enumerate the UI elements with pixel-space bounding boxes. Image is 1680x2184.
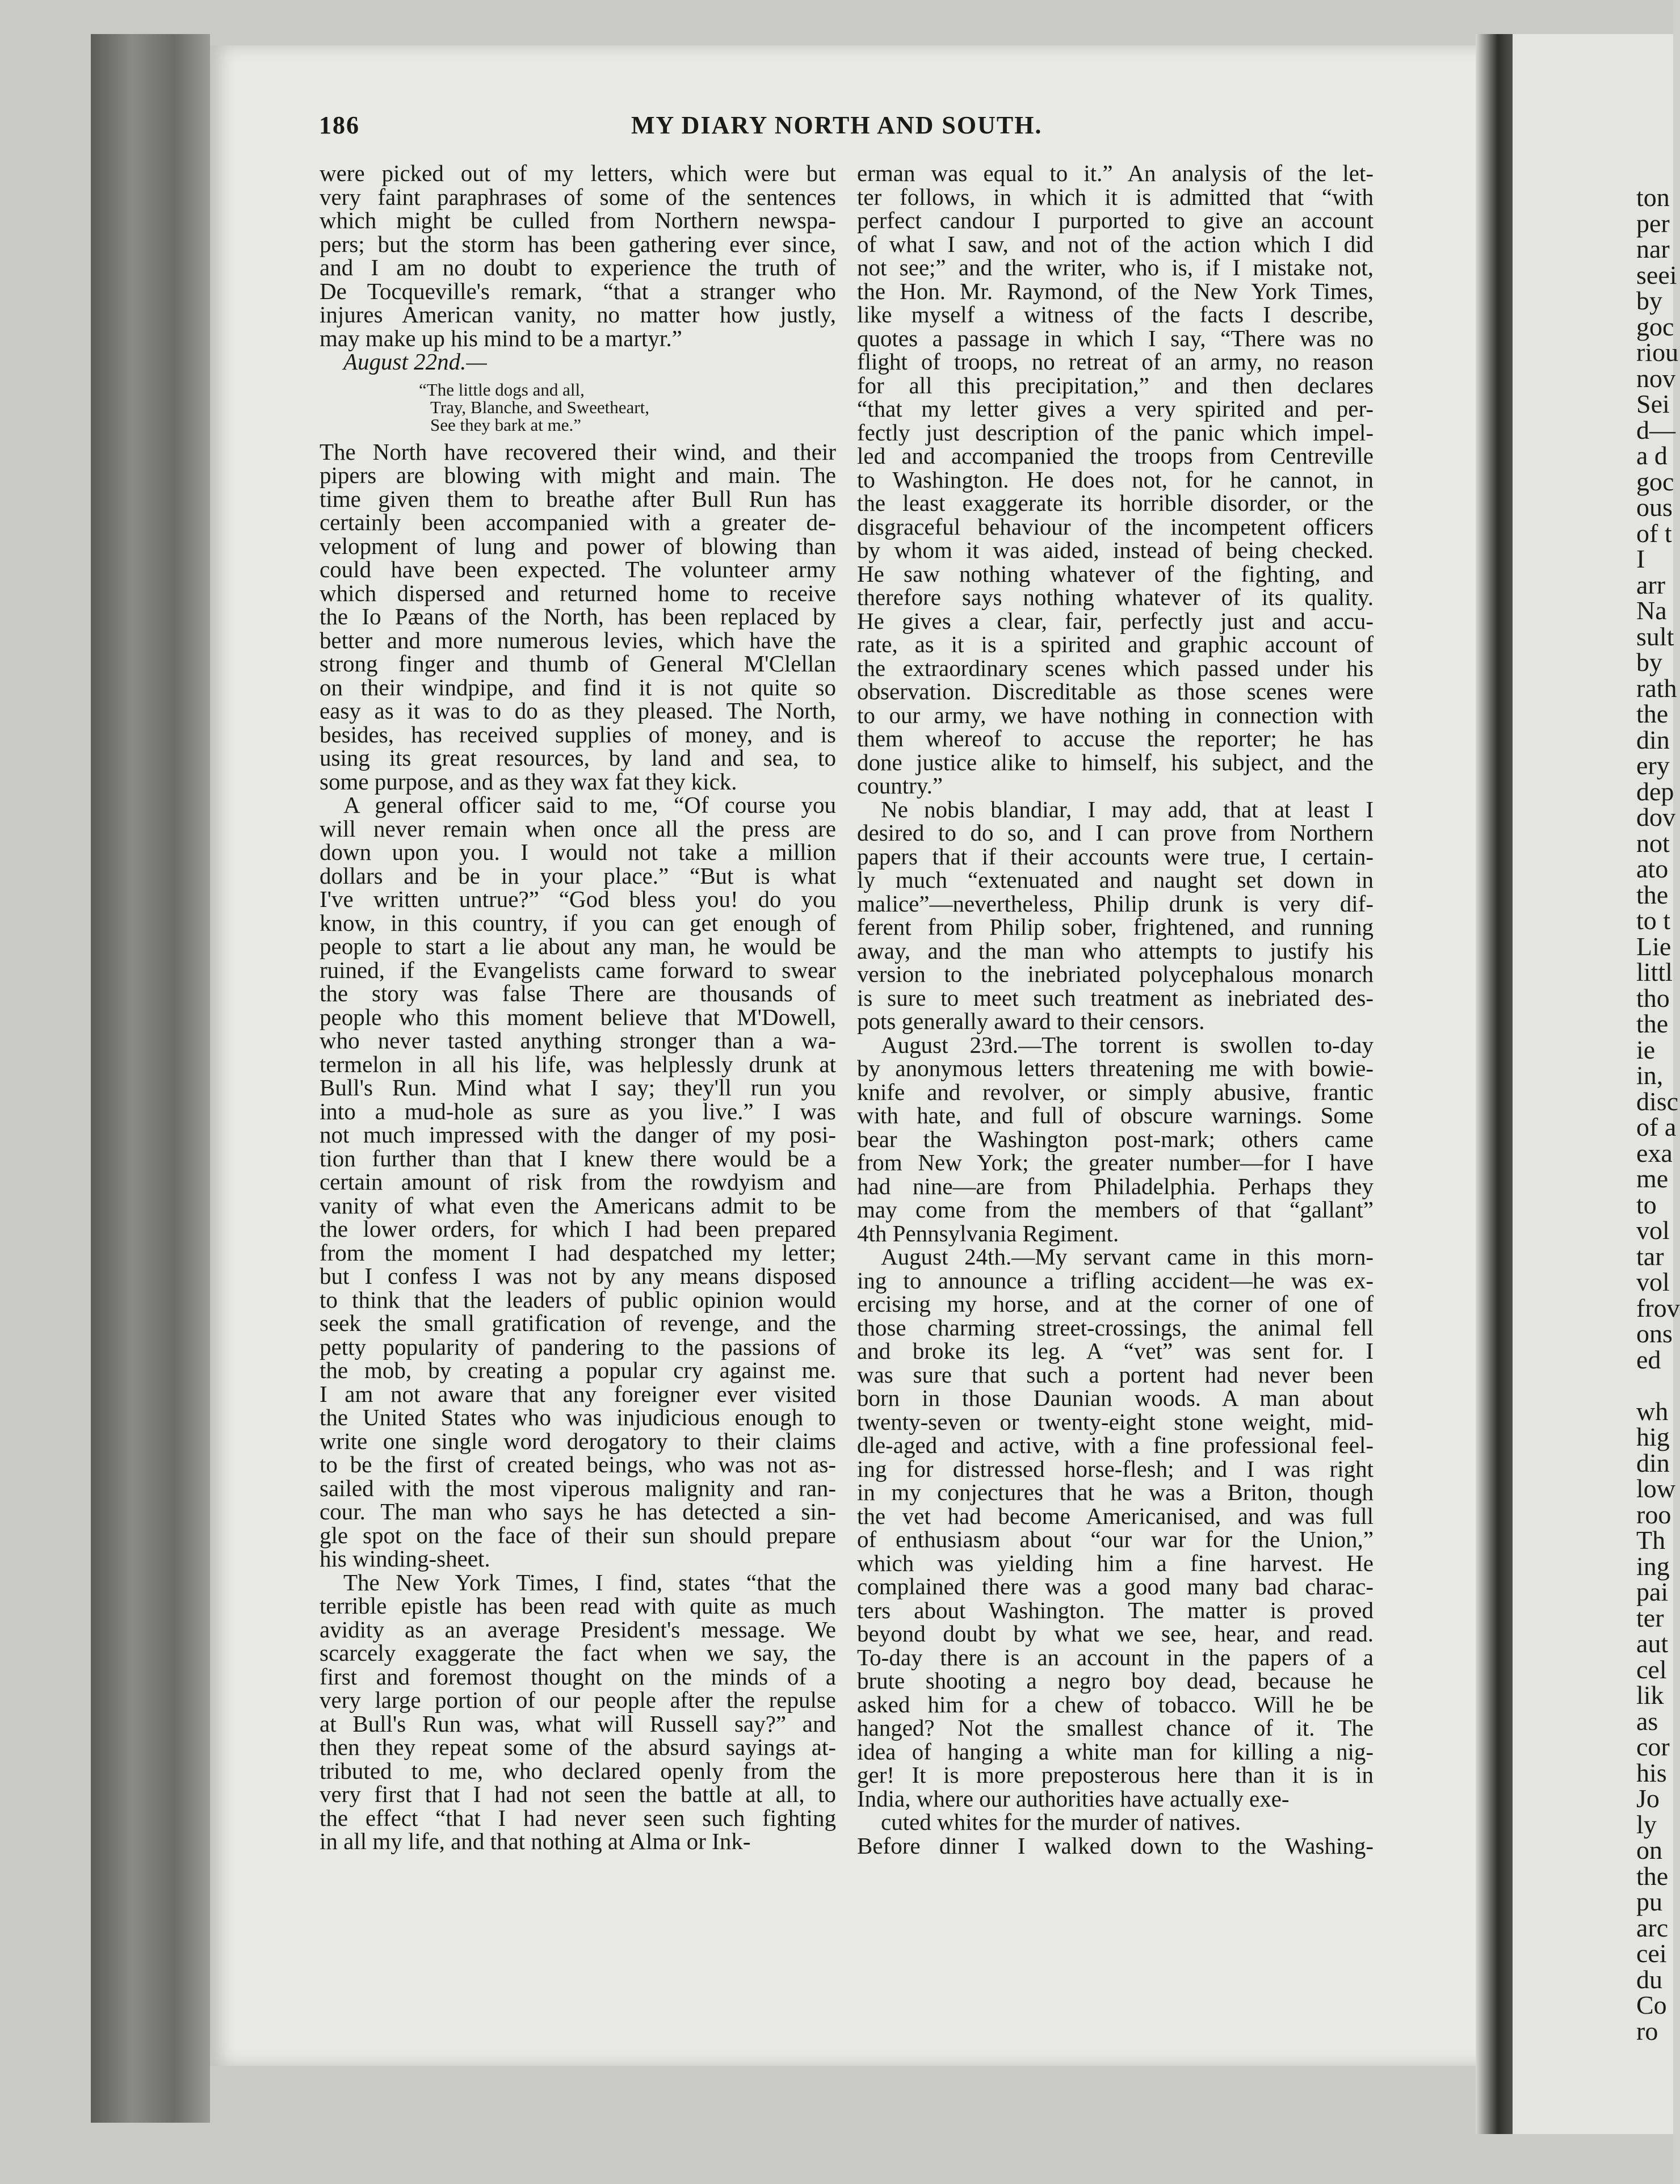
text-line: those charming street-crossings, the animal fell xyxy=(857,1314,1374,1341)
facing-page-fragment: nar xyxy=(1636,234,1670,263)
facing-page-fragment: not xyxy=(1636,828,1670,858)
text-line: to our army, we have nothing in connection with xyxy=(857,702,1374,728)
facing-page-fragment: roo xyxy=(1636,1500,1671,1529)
facing-page-fragment: tho xyxy=(1636,983,1670,1013)
text-line: were picked out of my letters, which were but xyxy=(320,160,836,186)
text-line: He saw nothing whatever of the fighting, and xyxy=(857,560,1374,587)
facing-page-fragment: me xyxy=(1636,1164,1669,1193)
facing-page-fragment: ato xyxy=(1636,854,1669,883)
text-line: cour. The man who says he has detected a sin- xyxy=(320,1498,836,1524)
text-line: desired to do so, and I can prove from Northern xyxy=(857,820,1374,846)
text-line: certainly been accompanied with a greater de- xyxy=(320,509,836,535)
facing-page-fragment: aut xyxy=(1636,1629,1669,1658)
text-line: born in those Daunian woods. A man about xyxy=(857,1385,1374,1411)
text-line: time given them to breathe after Bull Run has xyxy=(320,485,836,512)
facing-page-fragment: pai xyxy=(1636,1577,1669,1606)
facing-page-fragment: cel xyxy=(1636,1654,1667,1684)
text-line: A general officer said to me, “Of course you xyxy=(343,792,836,818)
text-line: Bull's Run. Mind what I say; they'll run you xyxy=(320,1074,836,1101)
text-line: ferent from Philip sober, frightened, and running xyxy=(857,914,1374,940)
text-line: country.” xyxy=(857,772,943,799)
text-line: ruined, if the Evangelists came forward to swear xyxy=(320,956,836,983)
text-line: To-day there is an account in the papers of a xyxy=(857,1644,1374,1670)
facing-page-fragment: du xyxy=(1636,1964,1662,1994)
text-line: injures American vanity, no matter how justly, xyxy=(320,301,836,327)
text-line: erman was equal to it.” An analysis of the let- xyxy=(857,160,1374,186)
facing-page-fragment: pu xyxy=(1636,1887,1662,1916)
text-line: the Io Pæans of the North, has been replaced by xyxy=(320,603,836,629)
text-line: flight of troops, no retreat of an army, no reason xyxy=(857,348,1374,375)
facing-page-fragment: exa xyxy=(1636,1138,1673,1167)
left-column-opening-paragraph xyxy=(320,162,836,350)
text-line: better and more numerous levies, which have the xyxy=(320,627,836,653)
text-line: brute shooting a negro boy dead, because he xyxy=(857,1668,1374,1694)
text-line: write one single word derogatory to their claims xyxy=(320,1427,836,1454)
facing-page-fragment: ing xyxy=(1636,1551,1670,1581)
text-line: by whom it was aided, instead of being checked. xyxy=(857,537,1374,563)
facing-page-fragment: as xyxy=(1636,1706,1658,1736)
text-line: the lower orders, for which I had been prepared xyxy=(320,1216,836,1242)
text-line: not see;” and the writer, who is, if I mistake not, xyxy=(857,254,1374,280)
text-line: ing for distressed horse-flesh; and I was right xyxy=(857,1455,1374,1482)
text-line: had nine—are from Philadelphia. Perhaps they xyxy=(857,1173,1374,1199)
facing-page-fragment: Jo xyxy=(1636,1784,1660,1813)
text-line: could have been expected. The volunteer army xyxy=(320,556,836,582)
text-line: besides, has received supplies of money, and is xyxy=(320,721,836,747)
facing-page-fragment: to t xyxy=(1636,906,1671,935)
text-line: beyond doubt by what we see, hear, and read. xyxy=(857,1620,1374,1647)
text-line: seek the small gratification of revenge, and the xyxy=(320,1310,836,1336)
facing-page-fragment: dep xyxy=(1636,776,1674,806)
text-line: but I confess I was not by any means disposed xyxy=(320,1263,836,1289)
facing-page-fragment: ie xyxy=(1636,1035,1656,1064)
text-line: very first that I had not seen the battle at all, to xyxy=(320,1781,836,1807)
text-line: then they repeat some of the absurd sayings at- xyxy=(320,1734,836,1760)
facing-page-fragment: ter xyxy=(1636,1603,1664,1632)
right-column xyxy=(857,162,1374,1858)
text-line: and I am no doubt to experience the truth of xyxy=(320,254,836,280)
running-header xyxy=(319,111,1375,145)
text-line: to think that the leaders of public opinion would xyxy=(320,1286,836,1313)
text-line: the mob, by creating a popular cry against me. xyxy=(320,1357,836,1383)
text-line: on their windpipe, and find it is not quite so xyxy=(320,674,836,700)
facing-page-fragment: on xyxy=(1636,1836,1662,1864)
text-line: complained there was a good many bad charac- xyxy=(857,1573,1374,1599)
text-line: ger! It is more preposterous here than it is in xyxy=(857,1762,1374,1788)
text-line: termelon in all his life, was helplessly drunk at xyxy=(320,1051,836,1077)
text-line: for all this precipitation,” and then declares xyxy=(857,372,1374,398)
facing-page-fragment: goc xyxy=(1636,467,1674,496)
text-line: ly much “extenuated and naught set down in xyxy=(857,867,1374,893)
facing-page-fragment: arc xyxy=(1636,1913,1669,1942)
text-line: August 24th.—My servant came in this morn- xyxy=(881,1244,1374,1270)
text-line: asked him for a chew of tobacco. Will he be xyxy=(857,1691,1374,1717)
verse-quotation xyxy=(419,381,836,434)
facing-page-fragment: riou xyxy=(1636,338,1679,367)
facing-page-fragment: the xyxy=(1636,1861,1669,1891)
text-line: first and foremost thought on the minds of a xyxy=(320,1663,836,1690)
text-line: twenty-seven or twenty-eight stone weight, mid- xyxy=(857,1408,1374,1435)
facing-page-edge xyxy=(1513,34,1680,2134)
text-line: pots generally award to their censors. xyxy=(857,1008,1205,1034)
text-line: in all my life, and that nothing at Alma or Ink- xyxy=(320,1828,751,1854)
text-line: ercising my horse, and at the corner of one of xyxy=(857,1291,1374,1317)
facing-page-fragment: disc xyxy=(1636,1086,1679,1116)
text-line: the story was false There are thousands of xyxy=(320,980,836,1006)
facing-page-fragment: Co xyxy=(1636,1990,1667,2019)
text-line: bear the Washington post-mark; others came xyxy=(857,1125,1374,1152)
facing-page-fragment: tar xyxy=(1636,1241,1664,1271)
text-line: quotes a passage in which I say, “There was no xyxy=(857,325,1374,351)
text-line: petty popularity of pandering to the passions of xyxy=(320,1333,836,1360)
text-line: terrible epistle has been read with quite as much xyxy=(320,1593,836,1619)
facing-page-fragment: Sei xyxy=(1636,389,1670,418)
text-line: which was yielding him a fine harvest. He xyxy=(857,1549,1374,1576)
text-line: from New York; the greater number—for I have xyxy=(857,1149,1374,1175)
text-line: know, in this country, if you can get enough of xyxy=(320,909,836,936)
facing-page-fragment: ly xyxy=(1636,1809,1657,1839)
text-line: may come from the members of that “gallant” xyxy=(857,1196,1374,1223)
text-line: done justice alike to himself, his subject, and the xyxy=(857,749,1374,775)
text-line: the United States who was injudicious enough to xyxy=(320,1404,836,1430)
facing-page-fragment: cor xyxy=(1636,1732,1670,1761)
text-line: very large portion of our people after the repulse xyxy=(320,1687,836,1713)
text-line: Before dinner I walked down to the Washing- xyxy=(857,1832,1374,1859)
text-line: in my conjectures that he was a Briton, though xyxy=(857,1479,1374,1505)
text-line: gle spot on the face of their sun should prepare xyxy=(320,1522,836,1548)
facing-page-fragment: in, xyxy=(1636,1061,1664,1090)
text-line: by anonymous letters threatening me with bowie- xyxy=(857,1055,1374,1081)
facing-page-fragment: the xyxy=(1636,880,1669,909)
page-number: 186 xyxy=(319,111,360,139)
facing-page-fragment: ton xyxy=(1636,183,1670,212)
facing-page-fragment: Na xyxy=(1636,596,1667,625)
page-gutter xyxy=(1476,34,1513,2134)
text-line: away, and the man who attempts to justify his xyxy=(857,937,1374,964)
facing-page-fragment: littl xyxy=(1636,957,1673,986)
text-line: dollars and be in your place.” “But is what xyxy=(320,862,836,889)
facing-page-fragment: rath xyxy=(1636,673,1677,703)
text-line: easy as it was to do as they pleased. The North, xyxy=(320,698,836,724)
text-line: scarcely exaggerate the fact when we say, the xyxy=(320,1640,836,1666)
text-line: knife and revolver, or simply abusive, frantic xyxy=(857,1078,1374,1105)
text-line: dle-aged and active, with a fine professional feel- xyxy=(857,1432,1374,1458)
facing-page-fragment: the xyxy=(1636,699,1669,728)
facing-page-fragment: goc xyxy=(1636,312,1674,341)
text-line: who never tasted anything stronger than a wa- xyxy=(320,1027,836,1053)
facing-page-fragment: vol xyxy=(1636,1216,1670,1245)
text-line: observation. Discreditable as those scenes were xyxy=(857,678,1374,704)
text-line: the extraordinary scenes which passed under his xyxy=(857,654,1374,681)
text-line: using its great resources, by land and sea, to xyxy=(320,745,836,771)
text-line: down upon you. I would not take a million xyxy=(320,839,836,865)
text-line: the Hon. Mr. Raymond, of the New York Times, xyxy=(857,278,1374,304)
text-line: avidity as an average President's message. We xyxy=(320,1616,836,1643)
text-line: malice”—nevertheless, Philip drunk is very dif- xyxy=(857,890,1374,917)
text-line: ters about Washington. The matter is proved xyxy=(857,1597,1374,1623)
text-line: Tray, Blanche, and Sweetheart, xyxy=(430,397,649,417)
text-line: to be the first of created beings, who was not as- xyxy=(320,1451,836,1477)
facing-page-fragment: nov xyxy=(1636,363,1675,393)
text-line: The North have recovered their wind, and their xyxy=(320,438,836,465)
text-line: He gives a clear, fair, perfectly just and accu- xyxy=(857,607,1374,634)
text-line: ter follows, in which it is admitted that “with xyxy=(857,183,1374,210)
text-line: and broke its leg. A “vet” was sent for. I xyxy=(857,1338,1374,1364)
text-line: may make up his mind to be a martyr.” xyxy=(320,325,682,351)
text-line: led and accompanied the troops from Centreville xyxy=(857,443,1374,469)
text-line: not much impressed with the danger of my posi- xyxy=(320,1122,836,1148)
text-line: the least exaggerate its horrible disorder, or the xyxy=(857,490,1374,516)
text-line: fectly just description of the panic which impel- xyxy=(857,419,1374,446)
text-line: was sure that such a portent had never been xyxy=(857,1361,1374,1388)
left-column-body xyxy=(320,440,836,1854)
text-line: pers; but the storm has been gathering ever since, xyxy=(320,230,836,257)
text-line: therefore says nothing whatever of its quality. xyxy=(857,584,1374,610)
text-line: rate, as it is a spirited and graphic account of xyxy=(857,631,1374,657)
dateline-august-22: August 22nd.— xyxy=(343,348,487,375)
text-line: disgraceful behaviour of the incompetent officers xyxy=(857,513,1374,540)
text-line: hanged? Not the smallest chance of it. The xyxy=(857,1715,1374,1741)
text-line: ing to announce a trifling accident—he was ex- xyxy=(857,1267,1374,1293)
text-line: sailed with the most viperous malignity and ran- xyxy=(320,1475,836,1501)
facing-page-fragment: by xyxy=(1636,286,1662,315)
facing-page-fragment: arr xyxy=(1636,570,1666,599)
facing-page-fragment: of a xyxy=(1636,1112,1677,1141)
facing-page-text-fragments xyxy=(1636,183,1680,2046)
facing-page-fragment: of t xyxy=(1636,518,1672,548)
facing-page-fragment: seei xyxy=(1636,260,1677,289)
text-line: of what I saw, and not of the action which I did xyxy=(857,230,1374,257)
facing-page-fragment: frov xyxy=(1636,1293,1680,1322)
facing-page-fragment: ous xyxy=(1636,493,1673,522)
text-line: India, where our authorities have actually exe- xyxy=(857,1785,1290,1812)
text-line: strong finger and thumb of General M'Clellan xyxy=(320,650,836,677)
facing-page-fragment: lik xyxy=(1636,1681,1664,1710)
text-line: the effect “that I had never seen such fighting xyxy=(320,1804,836,1831)
facing-page-fragment: din xyxy=(1636,1448,1670,1477)
text-line: like myself a witness of the facts I describe, xyxy=(857,301,1374,327)
facing-page-fragment: by xyxy=(1636,648,1662,677)
facing-page-fragment: ons xyxy=(1636,1319,1673,1348)
text-line: August 23rd.—The torrent is swollen to-day xyxy=(881,1031,1374,1058)
facing-page-fragment xyxy=(1636,1372,1676,1398)
text-line: them whereof to accuse the reporter; he has xyxy=(857,725,1374,751)
facing-page-fragment: d— xyxy=(1636,415,1675,444)
text-line: 4th Pennsylvania Regiment. xyxy=(857,1220,1119,1246)
right-column-body xyxy=(857,162,1374,1858)
facing-page-fragment: his xyxy=(1636,1758,1667,1787)
text-line: tributed to me, who declared openly from the xyxy=(320,1757,836,1784)
facing-page-fragment: vol xyxy=(1636,1267,1670,1296)
text-line: will never remain when once all the press are xyxy=(320,815,836,842)
facing-page-fragment: din xyxy=(1636,725,1670,754)
facing-page-fragment: ed xyxy=(1636,1345,1661,1374)
text-line: to Washington. He does not, for he cannot, in xyxy=(857,466,1374,493)
facing-page-fragment: Th xyxy=(1636,1526,1666,1555)
facing-page-fragment: the xyxy=(1636,1009,1669,1038)
text-line: very faint paraphrases of some of the sentences xyxy=(320,183,836,210)
text-line: vanity of what even the Americans admit to be xyxy=(320,1192,836,1219)
book-spine-edge xyxy=(91,34,210,2123)
text-line: Ne nobis blandiar, I may add, that at least I xyxy=(881,796,1374,822)
text-line: De Tocqueville's remark, “that a stranger who xyxy=(320,278,836,304)
facing-page-fragment: hig xyxy=(1636,1422,1670,1451)
text-line: into a mud-hole as sure as you live.” I was xyxy=(320,1098,836,1124)
text-line: people who this moment believe that M'Dowell, xyxy=(320,1003,836,1030)
text-line: with hate, and full of obscure warnings. Some xyxy=(857,1102,1374,1128)
facing-page-fragment: to xyxy=(1636,1190,1657,1219)
text-line: is sure to meet such treatment as inebriated des- xyxy=(857,984,1374,1011)
text-line: from the moment I had despatched my letter; xyxy=(320,1239,836,1266)
text-line: idea of hanging a white man for killing a nig- xyxy=(857,1738,1374,1765)
text-line: velopment of lung and power of blowing than xyxy=(320,532,836,559)
text-line: of enthusiasm about “our war for the Union,” xyxy=(857,1526,1374,1552)
text-line: which might be culled from Northern newspa- xyxy=(320,207,836,233)
text-line: The New York Times, I find, states “that the xyxy=(343,1569,836,1595)
text-line: his winding-sheet. xyxy=(320,1545,490,1572)
text-line: “that my letter gives a very spirited and per- xyxy=(857,396,1374,422)
text-line: papers that if their accounts were true, I certain- xyxy=(857,843,1374,870)
text-line: tion further than that I knew there would be a xyxy=(320,1145,836,1171)
facing-page-fragment: sult xyxy=(1636,621,1674,651)
left-column xyxy=(320,162,836,1854)
facing-page-fragment: I xyxy=(1636,544,1645,573)
text-line: people to start a lie about any man, he would be xyxy=(320,933,836,959)
text-line: the vet had become Americanised, and was full xyxy=(857,1502,1374,1529)
facing-page-fragment: low xyxy=(1636,1474,1675,1503)
text-line: perfect candour I purported to give an account xyxy=(857,207,1374,233)
text-line: version to the inebriated polycephalous monarch xyxy=(857,961,1374,987)
text-line: “The little dogs and all, xyxy=(419,379,585,400)
text-line: I've written untrue?” “God bless you! do you xyxy=(320,886,836,912)
text-line: I am not aware that any foreigner ever visited xyxy=(320,1380,836,1407)
text-line: certain amount of risk from the rowdyism and xyxy=(320,1169,836,1195)
text-line: cuted whites for the murder of natives. xyxy=(881,1809,1241,1835)
facing-page-fragment: wh xyxy=(1636,1396,1669,1426)
facing-page-fragment: ro xyxy=(1636,2016,1658,2046)
facing-page-fragment: dov xyxy=(1636,803,1675,831)
facing-page-fragment: a d xyxy=(1636,441,1668,470)
facing-page-fragment: cei xyxy=(1636,1939,1667,1968)
text-line: pipers are blowing with might and main. The xyxy=(320,462,836,488)
text-line: which dispersed and returned home to receive xyxy=(320,579,836,606)
text-line: at Bull's Run was, what will Russell say?” and xyxy=(320,1710,836,1737)
facing-page-fragment: ery xyxy=(1636,751,1670,780)
facing-page-fragment: per xyxy=(1636,208,1670,238)
text-line: some purpose, and as they wax fat they kick. xyxy=(320,768,737,795)
text-line: See they bark at me.” xyxy=(430,414,581,435)
facing-page-fragment: Lie xyxy=(1636,931,1671,961)
running-title: MY DIARY NORTH AND SOUTH. xyxy=(631,111,1043,139)
